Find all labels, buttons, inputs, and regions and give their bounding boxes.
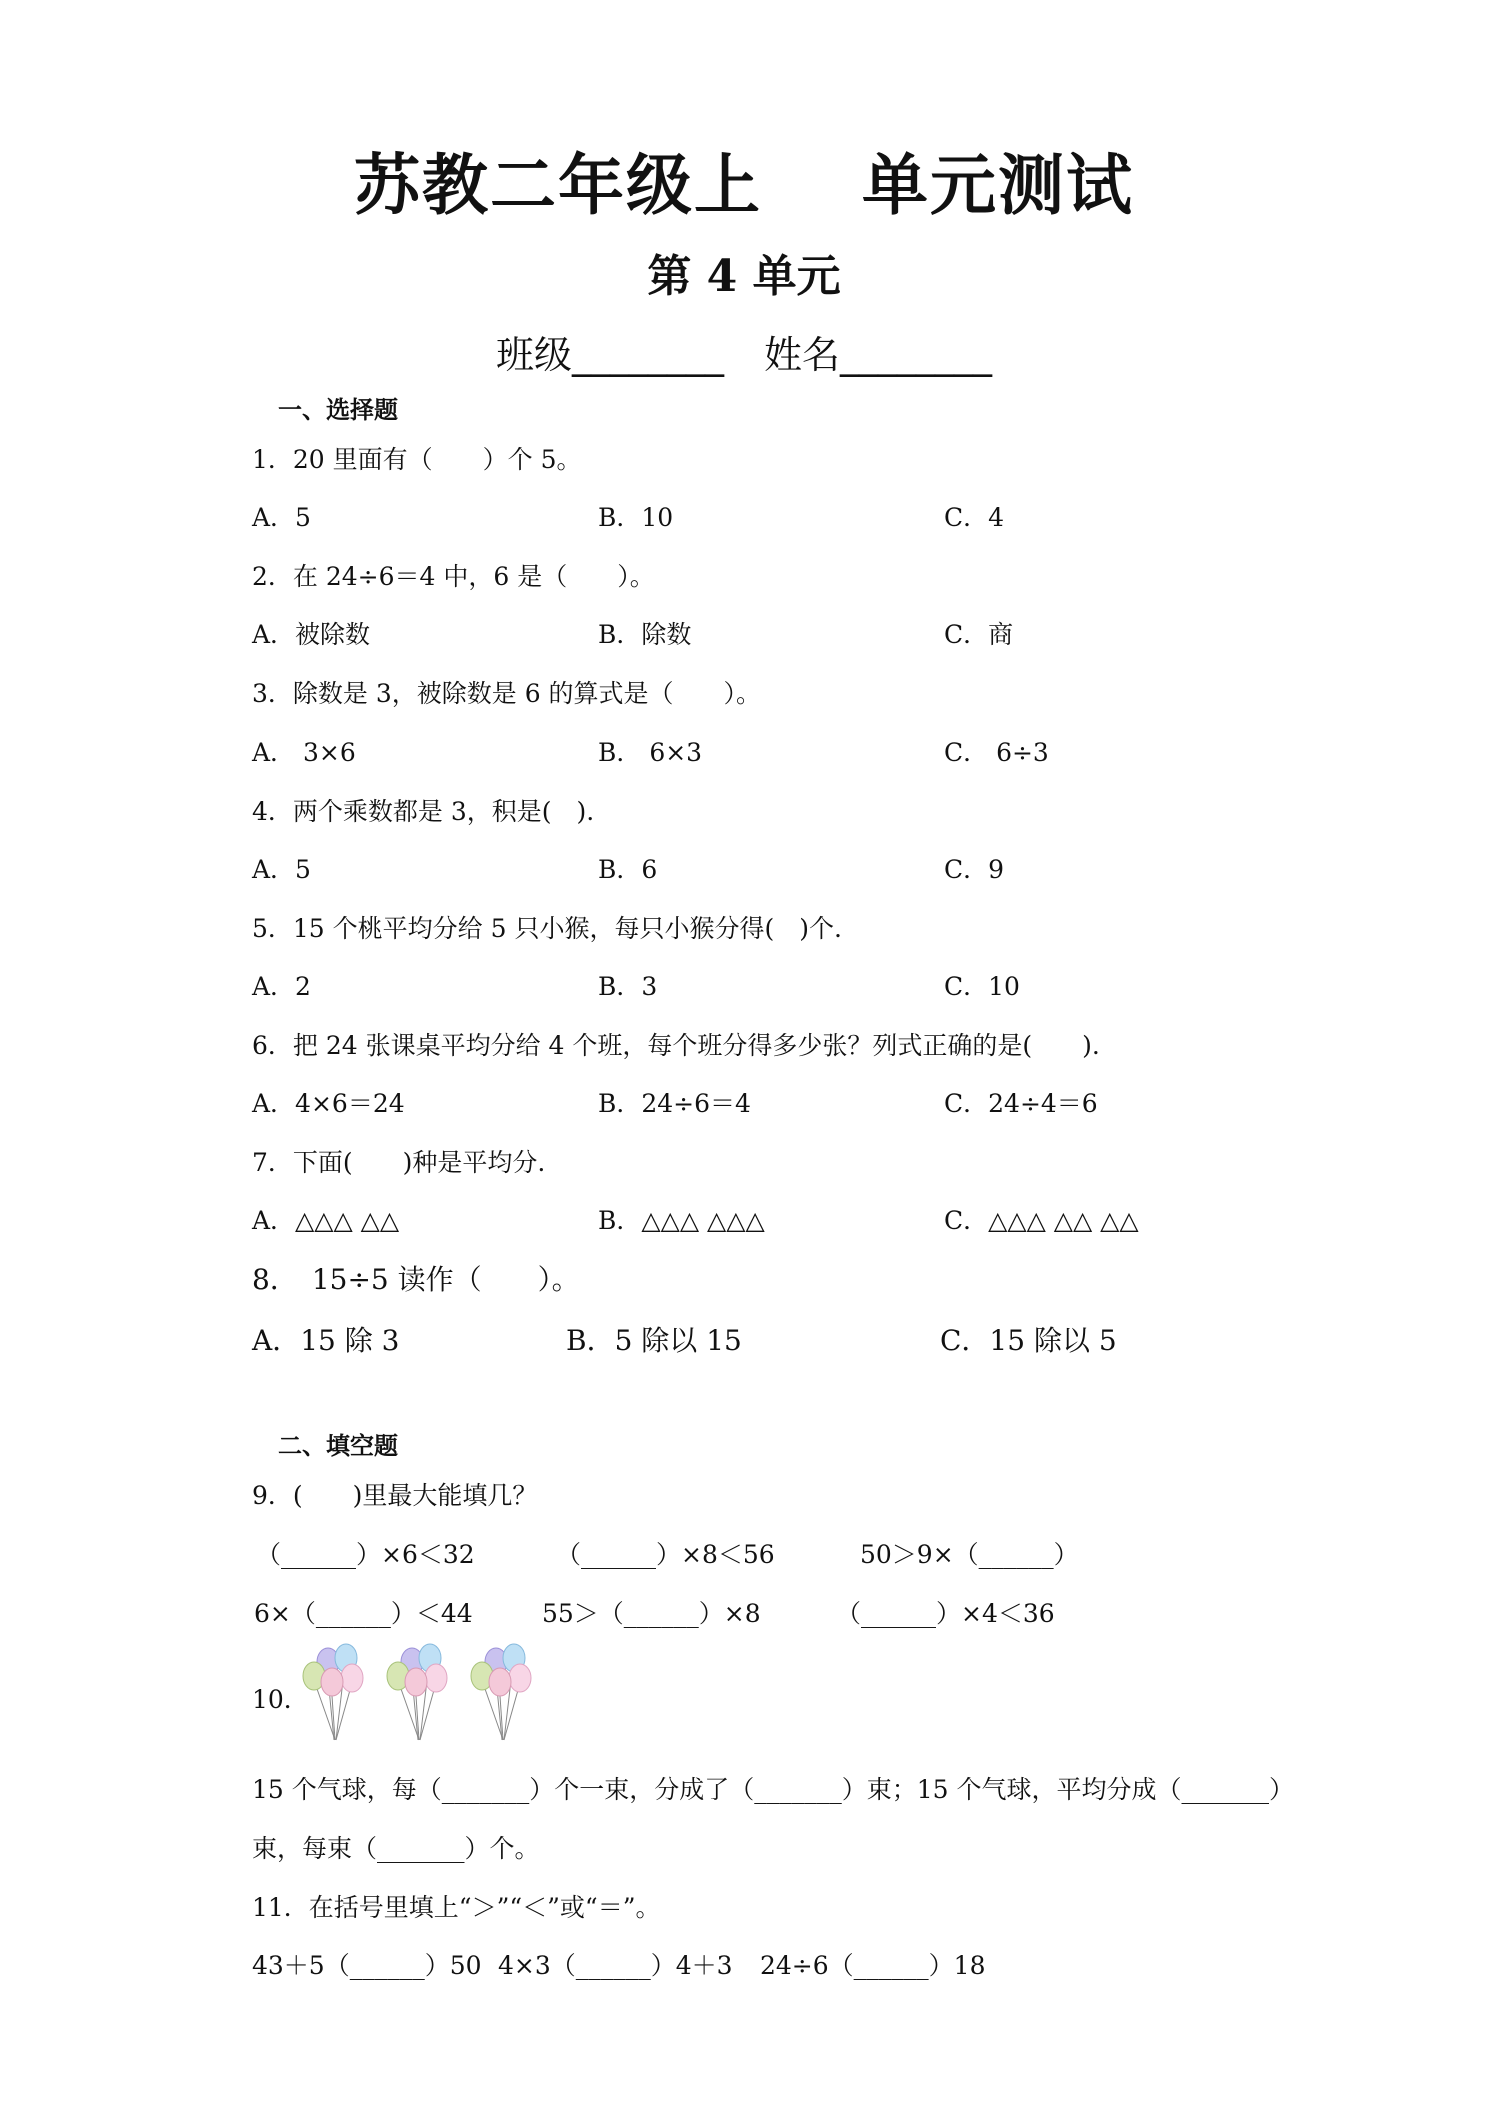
question-stem: 4．两个乘数都是 3，积是( ). (252, 797, 595, 826)
fill-line: 15 个气球，每（_______）个一束，分成了（_______）束；15 个气球，平均分成（_______） (252, 1775, 1295, 1804)
question-stem: 8． 15÷5 读作（ ）。 (252, 1263, 580, 1296)
option-a: A．2 (252, 972, 311, 1001)
option-a: A．5 (252, 503, 311, 532)
page-title (0, 132, 1488, 227)
question-stem: 2．在 24÷6＝4 中，6 是（ ）。 (252, 562, 655, 591)
fill-item: 43＋5（______）50 (252, 1951, 482, 1980)
question-stem: 9．( )里最大能填几？ (252, 1481, 538, 1510)
question-stem: 6．把 24 张课桌平均分给 4 个班，每个班分得多少张？列式正确的是( ). (252, 1031, 1100, 1060)
fill-item: 55＞（______）×8 (542, 1599, 761, 1628)
option-a: A． 3×6 (252, 738, 356, 767)
option-b: B．△△△ △△△ (598, 1206, 765, 1235)
title-left: 苏教二年级上 (354, 147, 762, 224)
option-b: B．除数 (598, 620, 692, 649)
option-b: B．6 (598, 855, 658, 884)
option-c: C． 6÷3 (944, 738, 1049, 767)
option-c: C．△△△ △△ △△ (944, 1206, 1139, 1235)
title-right: 单元测试 (862, 147, 1134, 224)
fill-item: 4×3（______）4＋3 (498, 1951, 733, 1980)
option-c: C．商 (944, 620, 1014, 649)
option-a: A．5 (252, 855, 311, 884)
student-info-line (0, 324, 1488, 379)
option-c: C．9 (944, 855, 1005, 884)
balloon-bunches-icon (300, 1640, 560, 1750)
class-field[interactable]: 班级________ (495, 333, 724, 377)
option-c: C．15 除以 5 (940, 1324, 1117, 1357)
option-a: A．被除数 (252, 620, 371, 649)
name-field[interactable]: 姓名________ (764, 333, 993, 377)
option-b: B．10 (598, 503, 674, 532)
option-a: A．△△△ △△ (252, 1206, 400, 1235)
question-label: 10． (252, 1685, 309, 1714)
question-stem: 11．在括号里填上“＞”“＜”或“＝”。 (252, 1893, 661, 1922)
option-c: C．4 (944, 503, 1005, 532)
section-heading-choice: 一、选择题 (278, 396, 398, 424)
unit-subtitle: 第 4 单元 (647, 251, 841, 302)
option-b: B．24÷6＝4 (598, 1089, 751, 1118)
option-b: B．5 除以 15 (566, 1324, 742, 1357)
option-b: B．3 (598, 972, 658, 1001)
fill-item: （______）×6＜32 (256, 1540, 475, 1569)
fill-item: （______）×8＜56 (556, 1540, 775, 1569)
fill-line: 束，每束（_______）个。 (252, 1834, 540, 1863)
fill-item: 6×（______）＜44 (254, 1599, 473, 1628)
option-a: A．4×6＝24 (252, 1089, 405, 1118)
section-heading-fill: 二、填空题 (278, 1432, 398, 1460)
option-a: A．15 除 3 (252, 1324, 400, 1357)
question-stem: 7．下面( )种是平均分. (252, 1148, 546, 1177)
question-stem: 5．15 个桃平均分给 5 只小猴，每只小猴分得( )个. (252, 914, 842, 943)
fill-item: （______）×4＜36 (836, 1599, 1055, 1628)
balloons-image (300, 1640, 560, 1750)
question-stem: 3．除数是 3，被除数是 6 的算式是（ ）。 (252, 679, 762, 708)
option-b: B． 6×3 (598, 738, 703, 767)
fill-item: 50＞9×（______） (860, 1540, 1079, 1569)
option-c: C．24÷4＝6 (944, 1089, 1098, 1118)
fill-item: 24÷6（______）18 (760, 1951, 986, 1980)
option-c: C．10 (944, 972, 1020, 1001)
question-stem: 1．20 里面有（ ）个 5。 (252, 445, 582, 474)
